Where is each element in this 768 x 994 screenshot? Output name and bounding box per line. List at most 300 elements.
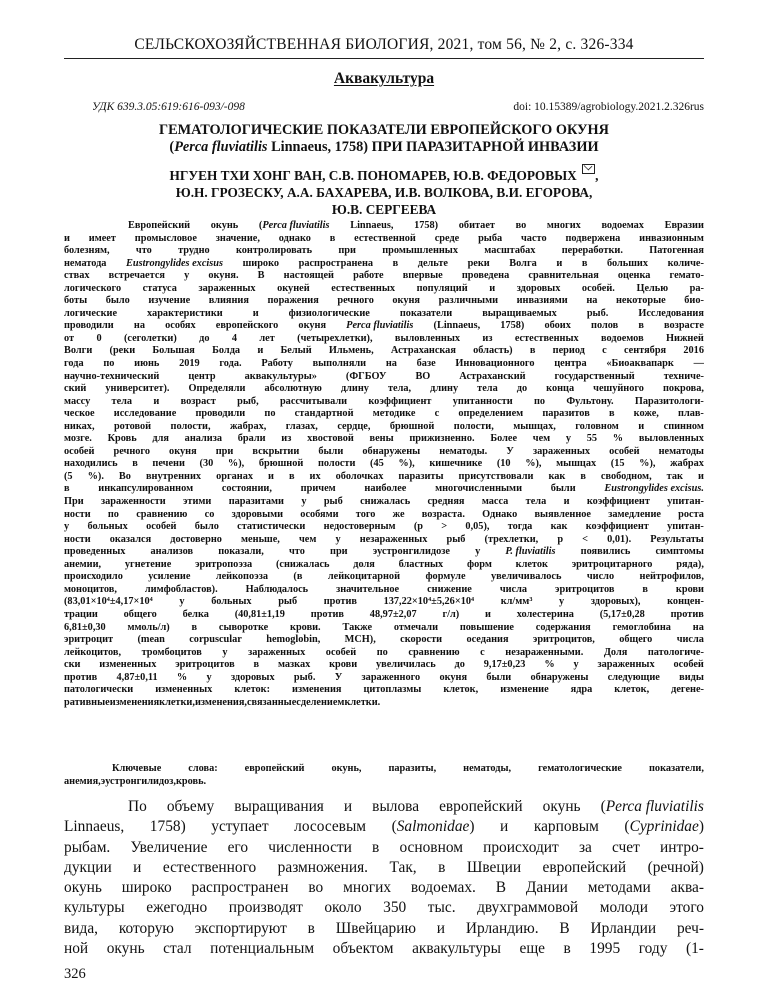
word: промысловое [134,232,197,244]
word: значение, [215,232,260,244]
word: состоянии, [221,483,272,495]
word: года. [219,358,242,370]
word: — [693,358,704,370]
word: что [135,245,152,257]
word: рыб. [293,671,316,683]
word: 1758) [149,818,186,836]
word: физиологические [288,307,370,319]
word: у [179,596,185,608]
article-page [64,0,704,994]
word: лет [259,332,275,344]
word: культуры [64,899,125,917]
word: водоемах [601,220,644,231]
word: и [556,257,563,269]
word: по [376,646,388,658]
word: замедление [608,508,661,520]
word: водоемах. [410,879,476,897]
word: против [64,671,98,683]
word: никах, [64,420,95,432]
word: изменение [500,684,549,696]
word: еще [519,940,545,958]
word: хвостовой [307,433,354,445]
word: сравнению [408,646,460,658]
word: здоровых [516,282,561,294]
word: в [307,919,315,937]
word: Астраханский [459,370,526,382]
word: во [515,220,527,231]
word: 6,81±0,30 [64,621,106,633]
word: Linnaeus, [350,220,394,231]
word: центр [188,370,216,382]
word: и [563,496,570,508]
word: (83,01×10⁴±4,17×10⁴ [64,596,153,608]
word: изменения [292,684,342,696]
word: отмечали [393,621,439,633]
word: повышение [459,621,514,633]
word: объему [166,798,215,815]
word: производят [228,899,303,917]
word: мазках [277,659,311,671]
body-text-line [64,838,704,858]
abstract-line [64,659,704,672]
word: патологически [64,684,134,696]
word: поражения [267,295,319,307]
abstract-line [64,596,704,609]
abstract-line [64,672,704,685]
word: формуле [425,571,466,583]
word: (четырехлетки), [297,332,373,344]
word: полости, [170,420,211,432]
abstract-line [64,333,704,346]
abstract [64,220,704,709]
word: болезням, [64,245,110,257]
word: происходит [483,838,559,856]
word: нейтрофилов, [639,571,704,583]
word: Болда [212,345,241,357]
word: этими [182,496,212,508]
word: того [355,508,376,520]
word: методике [372,408,416,420]
word: угнетение [124,558,172,570]
latin-name: (Salmonidae) [391,818,475,836]
abstract-line [64,483,704,496]
word: аква- [670,879,704,897]
word: числа [676,634,704,646]
word: Большая [152,345,195,357]
word: плав- [678,408,704,420]
latin-name: (Perca fluviatilis [258,220,330,231]
word: цитоплазмы [363,684,422,696]
word: клетки, [159,696,195,708]
envelope-icon[interactable] [582,164,595,174]
word: (Linnaeus, [433,320,481,332]
abstract-line [64,270,704,283]
word: от [64,332,75,344]
word: особей. [581,282,615,294]
word: в [132,458,138,470]
word: Швеции [466,858,522,876]
abstract-line [64,233,704,246]
word: особей [146,521,177,533]
abstract-line [64,283,704,296]
word: гемато- [669,270,704,282]
word: оседания [466,634,509,646]
word: сентября [623,345,667,357]
word: следующие [607,671,660,683]
word: европейского [215,320,279,332]
word: проведена [461,270,510,282]
word: находились [64,458,118,470]
word: особей [609,445,640,457]
abstract-line [64,571,704,584]
word: клеток, [443,684,479,696]
word: выловленных [394,332,461,344]
word: при [215,445,234,457]
word: наиболее [364,483,407,495]
abstract-line [64,408,704,421]
word: естественного [162,858,257,876]
word: рыб [278,596,298,608]
word: появились [580,546,631,558]
word: и [343,798,353,815]
word: инкапсулированном [98,483,194,495]
word: статистически [237,521,306,533]
word: стал [163,940,192,958]
word: средняя [427,496,465,508]
word: область) [473,345,513,357]
word: европейский [542,858,627,876]
word: у [559,596,565,608]
word: масса [481,496,509,508]
doi-link[interactable]: doi: 10.15389/agrobiology.2021.2.326rus [513,101,704,113]
abstract-line [64,534,704,547]
word: Волга [509,257,537,269]
word: corpuscular [189,634,242,646]
word: ежегодно [146,899,208,917]
word: техниче- [663,370,704,382]
word: вылова [372,798,420,815]
word: работе [353,270,384,282]
word: для [152,433,169,445]
word: во [308,879,324,897]
word: > [441,521,448,533]
word: оценка [617,270,651,282]
word: У [334,671,343,683]
word: реки [467,257,490,269]
word: на [692,621,704,633]
word: особей [325,646,357,658]
word: увеличивалось [490,571,562,583]
word: трудно [178,245,210,257]
word: клеток: [234,684,271,696]
word: 0,05), [465,521,490,533]
word: и [153,395,160,407]
word: на [586,295,598,307]
word: среде [434,232,460,244]
word: лейкопоэза [215,571,268,583]
word: роста [678,508,704,520]
word: так [666,470,683,482]
word: % [176,671,188,683]
word: MCH), [344,634,376,646]
word: экспортируют [194,919,287,937]
word: году [638,940,668,958]
word: окунь [64,879,102,897]
word: у [565,433,572,445]
word: центра [554,358,587,370]
word: полов [591,320,619,332]
word: здоровыми [231,508,284,520]
word: из [281,433,292,445]
word: зараженного [361,671,421,683]
word: (45 [370,458,384,470]
word: характеристики [147,307,223,319]
abstract-line [64,220,704,233]
abstract-line [64,471,704,484]
word: у [335,533,341,545]
word: «Биоаквапарк [606,358,674,370]
word: больших [606,257,648,269]
word: с [602,345,607,357]
latin-name: (Perca fluviatilis [600,798,704,815]
word: мышцах, [513,420,556,432]
word: (сеголетки) [123,332,177,344]
word: эритропоэза [195,558,253,570]
word: обнаружены [362,445,421,457]
word: тела [525,496,547,508]
word: у [64,521,70,533]
word: дельте [417,257,448,269]
word: 1758) [500,320,525,332]
word: Швейцарию [335,919,416,937]
word: жабрах [670,458,704,470]
word: по [533,395,546,407]
word: паразитами [228,496,284,508]
word: у [206,671,212,683]
latin-name: (Cyprinidae) [624,818,704,836]
word: покрова, [663,383,704,395]
word: паразиты, [388,763,437,774]
word: кровь. [175,776,207,787]
abstract-line [64,509,704,522]
word: нематоды. [439,445,488,457]
word: ческое [64,408,95,420]
word: с [480,646,485,658]
word: коэффициент [585,521,649,533]
word: мозге. [64,433,92,445]
word: в [191,621,198,633]
word: счет [612,838,640,856]
word: (снижалась [275,558,330,570]
word: зараженности [101,496,166,508]
word: присутствовали [458,470,534,482]
word: у [475,546,481,558]
word: жабрах, [229,420,267,432]
word: меньше, [241,533,280,545]
word: (5,17±0,28 [599,608,645,620]
word: по [107,508,119,520]
word: эритроцитов, [532,634,595,646]
abstract-line [64,396,704,409]
word: со [204,508,215,520]
word: вида, [64,919,99,937]
word: паразитов [542,408,590,420]
word: было [194,521,219,533]
word: и [252,307,259,319]
word: рыб [323,496,343,508]
word: и [500,818,509,836]
word: окуня. [208,270,239,282]
word: снижалась [360,496,411,508]
word: общего [123,608,157,620]
word: базе [416,358,436,370]
word: эритроцитарного [571,558,653,570]
word: против [323,596,357,608]
word: (5 [64,470,73,482]
word: и [638,420,645,432]
abstract-line [64,358,704,371]
body-text-line [64,939,704,959]
word: в [529,345,536,357]
word: 350 [383,899,407,917]
word: показали, [218,546,264,558]
word: %), [227,458,245,470]
word: эустронгилидозе [372,546,450,558]
abstract-line [64,697,704,710]
word: оказался [109,533,152,545]
word: встречается [108,270,165,282]
word: здоровых [230,671,275,683]
word: естественных [331,282,396,294]
word: ский [64,383,87,395]
word: трации [64,608,98,620]
word: 48,97±2,07 [369,608,417,620]
word: выявленное [534,508,591,520]
word: были [486,671,512,683]
word: и [64,232,70,244]
body-text-line [64,797,704,817]
word: 4 [231,332,238,344]
latin-name: Eustrongylides excisus [126,257,224,269]
word: числа [499,583,528,595]
word: вены [369,433,394,445]
word: различными [438,295,499,307]
word: окуней [277,282,310,294]
word: против [670,608,704,620]
word: окуня [439,671,468,683]
word: (mean [137,634,165,646]
word: (1- [685,940,704,958]
word: зараженных [597,659,655,671]
word: распространен [191,879,289,897]
abstract-line [64,345,704,358]
word: и [257,345,264,357]
word: численности [268,838,352,856]
author-comma: , [595,168,599,183]
word: инвазионным [639,232,704,244]
word: полости, [453,420,494,432]
body-text [64,797,704,959]
word: конца [546,383,575,395]
word: Работу [261,358,293,370]
word: вскрытии [252,445,300,457]
word: эритроцитов [555,583,615,595]
word: Ильмень, [328,345,374,357]
author-list [64,164,704,219]
word: европейский [439,798,523,815]
word: же [392,508,405,520]
word: выращивания [234,798,324,815]
word: брали [237,433,266,445]
word: проводили [195,408,246,420]
word: статуса [142,282,177,294]
word: кишечнике [429,458,483,470]
word: объектом [332,940,394,958]
word: крови. [290,621,321,633]
word: паразиты [398,470,444,482]
word: ВО [415,370,431,382]
word: ративные [64,696,110,708]
word: 4,87±0,11 [116,671,158,683]
word: дукции [64,858,112,876]
word: выполняли [312,358,367,370]
word: Белый [280,345,312,357]
word: рыба [478,232,503,244]
word: моноцитов, [64,583,117,595]
word: возраста. [421,508,465,520]
title-latin-name: Perca fluviatilis [174,139,268,155]
word: 137,22×10⁴±5,26×10⁴ [383,596,475,608]
word: зараженных [532,445,591,457]
word: Инновационного [455,358,535,370]
word: Наблюдалось [245,583,309,595]
word: (30 [199,458,214,470]
word: здоровых), [590,596,641,608]
abstract-line [64,559,704,572]
word: показатели [399,307,453,319]
word: сравнению [136,508,188,520]
word: показатели, [648,763,704,774]
word: в [580,470,586,482]
keywords [64,762,704,788]
abstract-line [64,609,704,622]
word: их [309,470,321,482]
word: Определяли [188,383,246,395]
word: в [392,257,399,269]
latin-name: P. fluviatilis [505,546,556,558]
body-text-line [64,878,704,898]
udk-code: УДК 639.3.05:619:616-093/-098 [92,101,245,113]
word: на [385,358,397,370]
word: выращиваемых [482,307,557,319]
word: до [199,332,210,344]
word: и [489,282,496,294]
word: делением [300,696,345,708]
abstract-line [64,371,704,384]
word: массу [64,395,91,407]
abstract-line [64,496,704,509]
word: с [296,696,301,708]
word: распространена [298,257,374,269]
word: рассчитывали [279,395,348,407]
word: окунь [542,798,581,815]
word: анализов [150,546,194,558]
word: этого [669,899,704,917]
word: естественных [514,332,579,344]
word: окуня [298,320,327,332]
word: (10 [496,458,511,470]
word: естественной [354,232,416,244]
